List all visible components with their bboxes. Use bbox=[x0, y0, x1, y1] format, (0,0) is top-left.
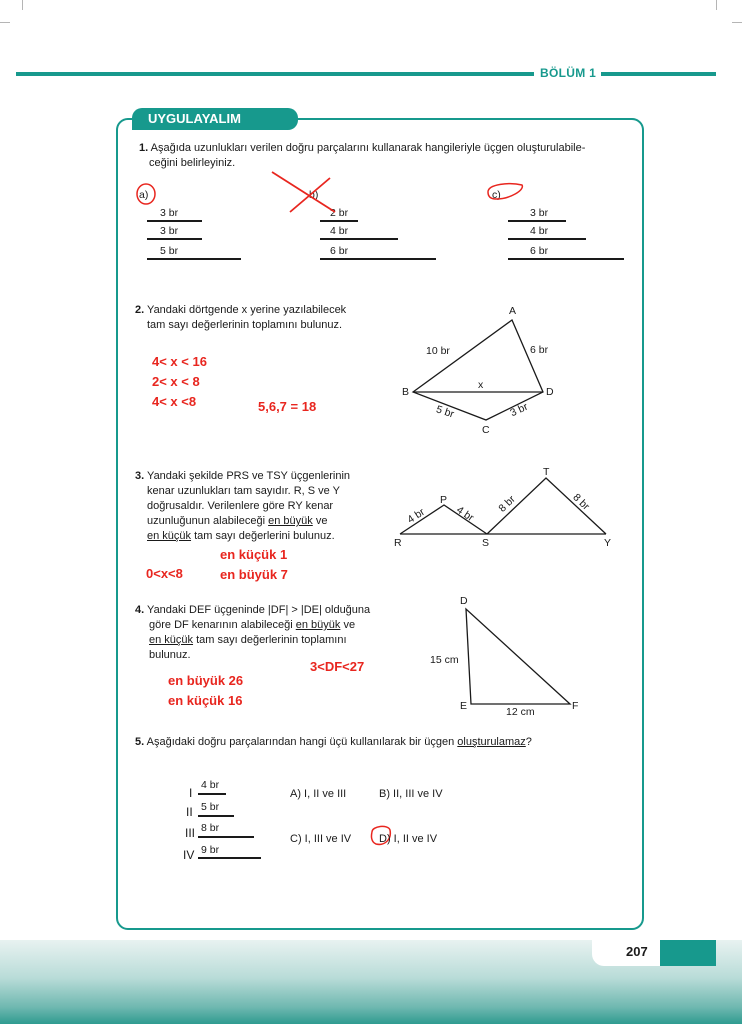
q5-len-1: 4 br bbox=[201, 779, 220, 791]
q1-c-seg3-label: 6 br bbox=[530, 245, 549, 257]
q3-work-min: en küçük 1 bbox=[220, 547, 288, 562]
q1-c-seg2-label: 4 br bbox=[530, 225, 549, 237]
q5-option-c: C) I, III ve IV bbox=[290, 833, 352, 845]
q2-vertex-b: B bbox=[402, 386, 410, 398]
q1-c-seg1-label: 3 br bbox=[530, 207, 549, 219]
q2-number: 2. bbox=[135, 304, 145, 316]
q2-side-ab: 10 br bbox=[426, 345, 450, 357]
q2-vertex-c: C bbox=[482, 424, 490, 436]
q3-number: 3. bbox=[135, 470, 145, 482]
q1-line2: ceğini belirleyiniz. bbox=[149, 157, 236, 169]
q5-len-3: 8 br bbox=[201, 822, 220, 834]
q5-roman-4: IV bbox=[183, 848, 195, 862]
q3-point-r: R bbox=[394, 537, 402, 549]
q1-b-label: b) bbox=[309, 189, 319, 201]
q5-seg-3 bbox=[198, 836, 254, 838]
q1-b-seg1-label: 2 br bbox=[330, 207, 349, 219]
q4-vertex-e: E bbox=[460, 700, 468, 712]
q4-line3-post: tam sayı değerlerinin toplamını bbox=[193, 634, 347, 646]
q3-work-range: 0<x<8 bbox=[146, 566, 183, 581]
q3-point-y: Y bbox=[604, 537, 612, 549]
q1-a-seg2-label: 3 br bbox=[160, 225, 179, 237]
q2-line2: tam sayı değerlerinin toplamını bulunuz. bbox=[147, 319, 343, 331]
q1-b-seg3-label: 6 br bbox=[330, 245, 349, 257]
q3-side-ps: 4 br bbox=[454, 503, 476, 525]
q3-line2: kenar uzunlukları tam sayıdır. R, S ve Y bbox=[147, 485, 340, 497]
q5-seg-1 bbox=[198, 793, 226, 795]
page-number-accent bbox=[660, 940, 716, 966]
q1-line1: Aşağıda uzunlukları verilen doğru parçalarını kullanarak hangileriyle üçgen oluşturulabile- bbox=[150, 142, 586, 154]
q4-side-de: 15 cm bbox=[430, 654, 459, 666]
q1-a-label: a) bbox=[139, 189, 149, 201]
q5-text-u: oluşturulamaz bbox=[457, 736, 526, 748]
q4-line4: bulunuz. bbox=[149, 649, 191, 661]
q2-work-2: 2< x < 8 bbox=[152, 374, 200, 389]
q3-line4-post: ve bbox=[312, 515, 328, 527]
q1-a-seg1-label: 3 br bbox=[160, 207, 179, 219]
q5-text-post: ? bbox=[525, 736, 532, 748]
q4-work-max: en büyük 26 bbox=[168, 673, 244, 688]
q3-side-rp: 4 br bbox=[405, 506, 427, 526]
q4-line1: Yandaki DEF üçgeninde |DF| > |DE| olduğuna bbox=[147, 604, 371, 616]
q3-line4-u: en büyük bbox=[268, 515, 313, 527]
q5-number: 5. bbox=[135, 736, 145, 748]
q4-work-range: 3<DF<27 bbox=[310, 659, 365, 674]
q3-side-ty: 8 br bbox=[570, 491, 592, 513]
q1-a-seg3-label: 5 br bbox=[160, 245, 179, 257]
q4-work-min: en küçük 16 bbox=[168, 693, 243, 708]
q2-vertex-d: D bbox=[546, 386, 554, 398]
q3-point-p: P bbox=[440, 494, 448, 506]
q4-vertex-f: F bbox=[572, 700, 579, 712]
q1-b-seg2-label: 4 br bbox=[330, 225, 349, 237]
q2-work-1: 4< x < 16 bbox=[152, 354, 207, 369]
q1-number: 1. bbox=[139, 142, 149, 154]
q4-side-ef: 12 cm bbox=[506, 706, 535, 718]
q5-roman-2: II bbox=[186, 805, 193, 819]
q3-line5-u: en küçük bbox=[147, 530, 192, 542]
q4-line2-u: en büyük bbox=[295, 619, 341, 631]
q1-c-label: c) bbox=[492, 189, 501, 201]
q5-text bbox=[135, 735, 635, 750]
q3-line4-pre: uzunluğunun alabileceği bbox=[147, 515, 269, 527]
q3-point-t: T bbox=[543, 466, 550, 478]
q3-line3: doğrusaldır. Verilenlere göre RY kenar bbox=[147, 500, 334, 512]
q4-number: 4. bbox=[135, 604, 145, 616]
q2-side-cd: 3 br bbox=[508, 400, 530, 420]
q2-answer: 5,6,7 = 18 bbox=[258, 399, 317, 414]
q5-option-a: A) I, II ve III bbox=[290, 788, 347, 800]
q4-vertex-d: D bbox=[460, 595, 468, 607]
q5-option-b: B) II, III ve IV bbox=[379, 788, 443, 800]
section-title: BÖLÜM 1 bbox=[540, 66, 597, 80]
q5-len-4: 9 br bbox=[201, 844, 220, 856]
tab-title: UYGULAYALIM bbox=[132, 108, 298, 130]
q2-work-3: 4< x <8 bbox=[152, 394, 197, 409]
q2-side-bc: 5 br bbox=[434, 403, 456, 421]
q2-side-ad: 6 br bbox=[530, 344, 549, 356]
q5-seg-2 bbox=[198, 815, 234, 817]
q3-side-st: 8 br bbox=[496, 493, 518, 515]
q5-roman-1: I bbox=[189, 786, 193, 800]
q3-line1: Yandaki şekilde PRS ve TSY üçgenlerinin bbox=[147, 470, 351, 482]
q4-line2-pre: göre DF kenarının alabileceği bbox=[149, 619, 296, 631]
triangle-def bbox=[466, 609, 570, 704]
q5-option-d: D) I, II ve IV bbox=[379, 833, 438, 845]
page-number: 207 bbox=[626, 944, 648, 959]
q3-line5-post: tam sayı değerlerini bulunuz. bbox=[191, 530, 335, 542]
q4-line2-post: ve bbox=[340, 619, 356, 631]
q4-line3-u: en küçük bbox=[149, 634, 194, 646]
q5-len-2: 5 br bbox=[201, 801, 220, 813]
q3-point-s: S bbox=[482, 537, 490, 549]
q5-seg-4 bbox=[198, 857, 261, 859]
q5-text-pre: Aşağıdaki doğru parçalarından hangi üçü kullanılarak bir üçgen bbox=[146, 736, 458, 748]
q2-side-bd: x bbox=[478, 379, 484, 391]
q2-vertex-a: A bbox=[509, 305, 517, 317]
q2-line1: Yandaki dörtgende x yerine yazılabilecek bbox=[147, 304, 347, 316]
q5-roman-3: III bbox=[185, 826, 196, 840]
q3-work-max: en büyük 7 bbox=[220, 567, 288, 582]
